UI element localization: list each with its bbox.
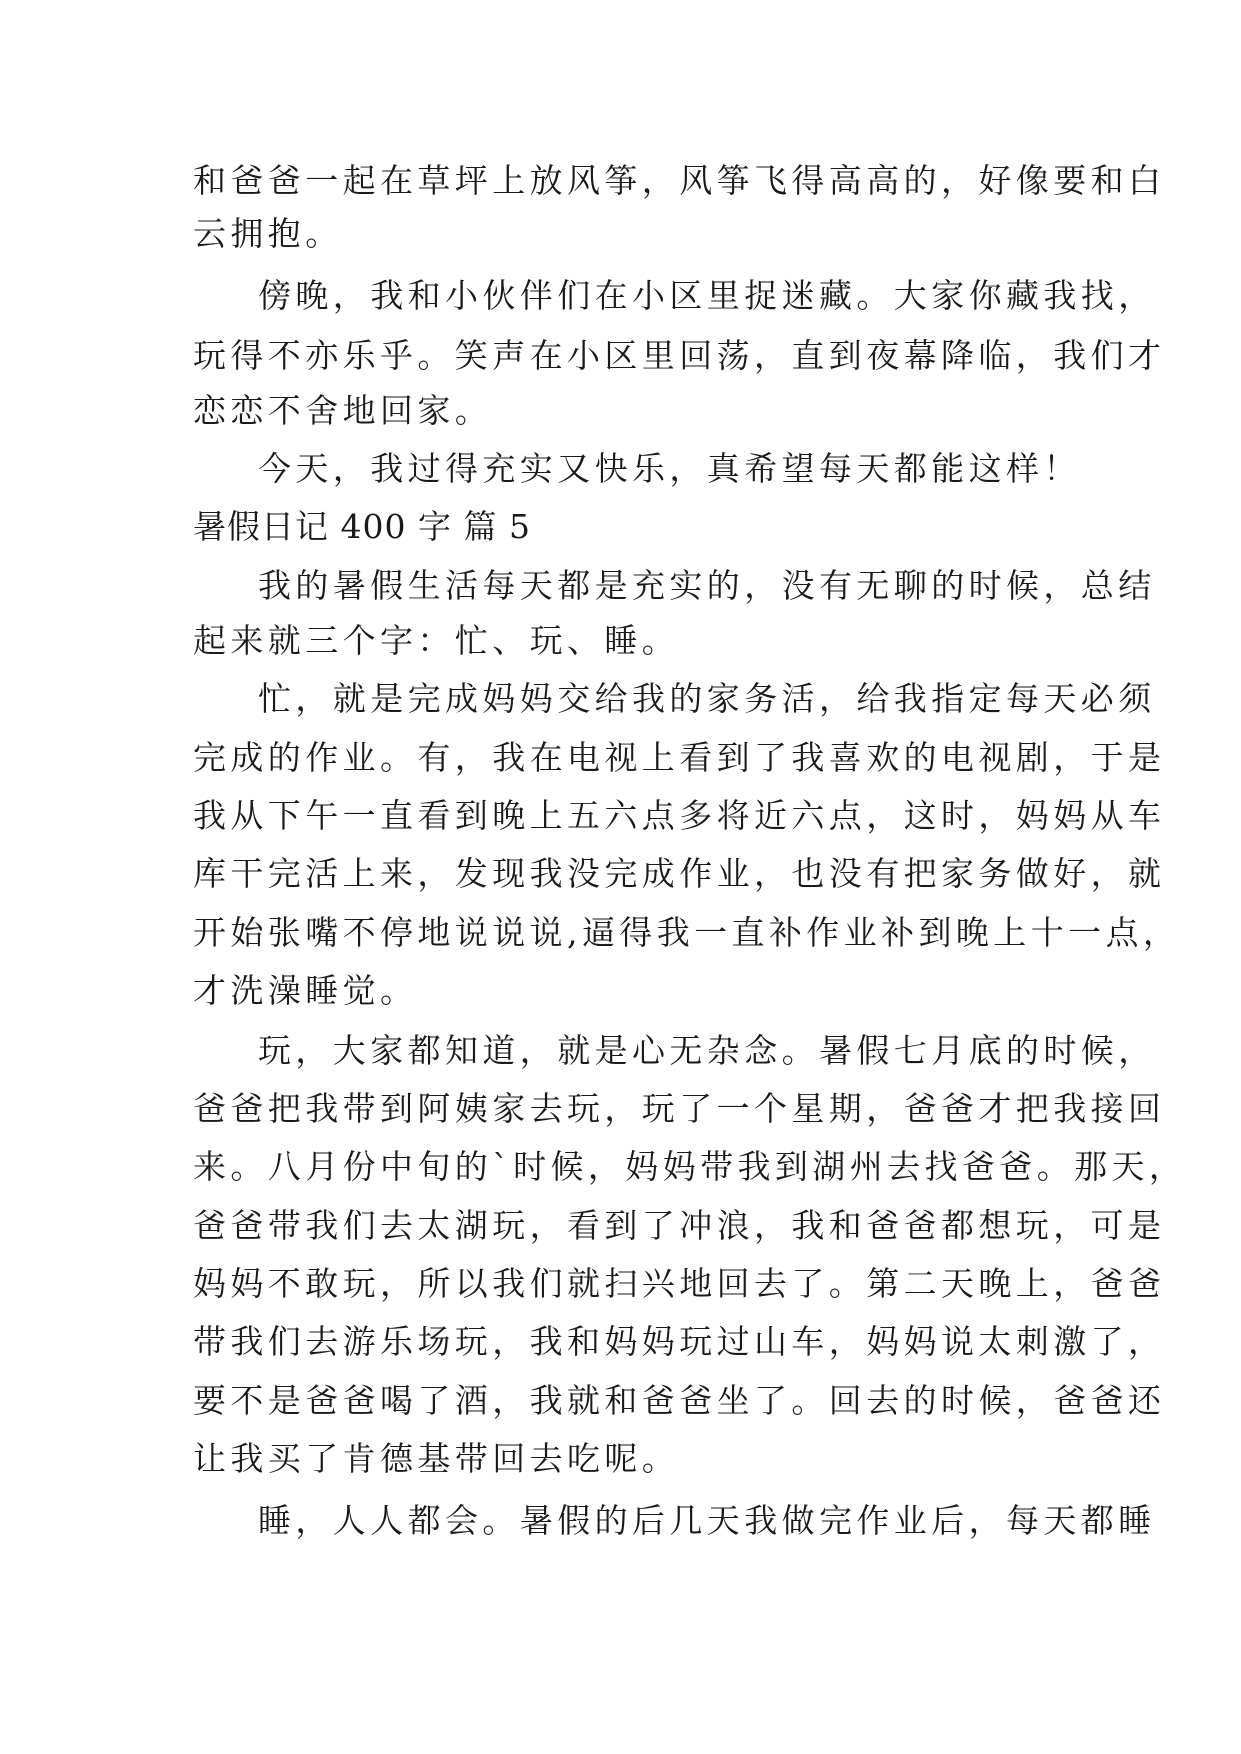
text-line: 开始张嘴不停地说说说,逼得我一直补作业补到晚上十一点， — [193, 913, 1181, 952]
paragraph-start-line: 我的暑假生活每天都是充实的，没有无聊的时候，总结 — [258, 566, 1156, 605]
text-line: 我从下午一直看到晚上五六点多将近六点，这时，妈妈从车 — [193, 796, 1166, 835]
text-line: 让我买了肯德基带回去吃呢。 — [193, 1439, 680, 1478]
paragraph-start-line: 睡，人人都会。暑假的后几天我做完作业后，每天都睡 — [258, 1501, 1156, 1540]
text-line: 要不是爸爸喝了酒，我就和爸爸坐了。回去的时候，爸爸还 — [193, 1381, 1166, 1420]
text-line: 云拥抱。 — [193, 214, 343, 253]
paragraph-start-line: 今天，我过得充实又快乐，真希望每天都能这样！ — [258, 449, 1081, 488]
text-line: 库干完活上来，发现我没完成作业，也没有把家务做好，就 — [193, 854, 1166, 893]
text-line: 爸爸把我带到阿姨家去玩，玩了一个星期，爸爸才把我接回 — [193, 1089, 1166, 1128]
section-heading: 暑假日记 400 字 篇 5 — [193, 507, 531, 546]
text-line: 才洗澡睡觉。 — [193, 971, 418, 1010]
text-line: 爸爸带我们去太湖玩，看到了冲浪，我和爸爸都想玩，可是 — [193, 1206, 1166, 1245]
text-line: 恋恋不舍地回家。 — [193, 391, 493, 430]
paragraph-start-line: 忙，就是完成妈妈交给我的家务活，给我指定每天必须 — [258, 679, 1156, 718]
text-line: 妈妈不敢玩，所以我们就扫兴地回去了。第二天晚上，爸爸 — [193, 1264, 1166, 1303]
text-line: 带我们去游乐场玩，我和妈妈玩过山车，妈妈说太刺激了， — [193, 1322, 1166, 1361]
text-line: 起来就三个字：忙、玩、睡。 — [193, 621, 680, 660]
paragraph-start-line: 玩，大家都知道，就是心无杂念。暑假七月底的时候， — [258, 1031, 1156, 1070]
text-line: 来。八月份中旬的`时候，妈妈带我到湖州去找爸爸。那天， — [193, 1147, 1187, 1186]
text-line: 完成的作业。有，我在电视上看到了我喜欢的电视剧，于是 — [193, 738, 1166, 777]
text-line: 和爸爸一起在草坪上放风筝，风筝飞得高高的，好像要和白 — [193, 161, 1166, 200]
paragraph-start-line: 傍晚，我和小伙伴们在小区里捉迷藏。大家你藏我找， — [258, 276, 1156, 315]
text-line: 玩得不亦乐乎。笑声在小区里回荡，直到夜幕降临，我们才 — [193, 336, 1166, 375]
